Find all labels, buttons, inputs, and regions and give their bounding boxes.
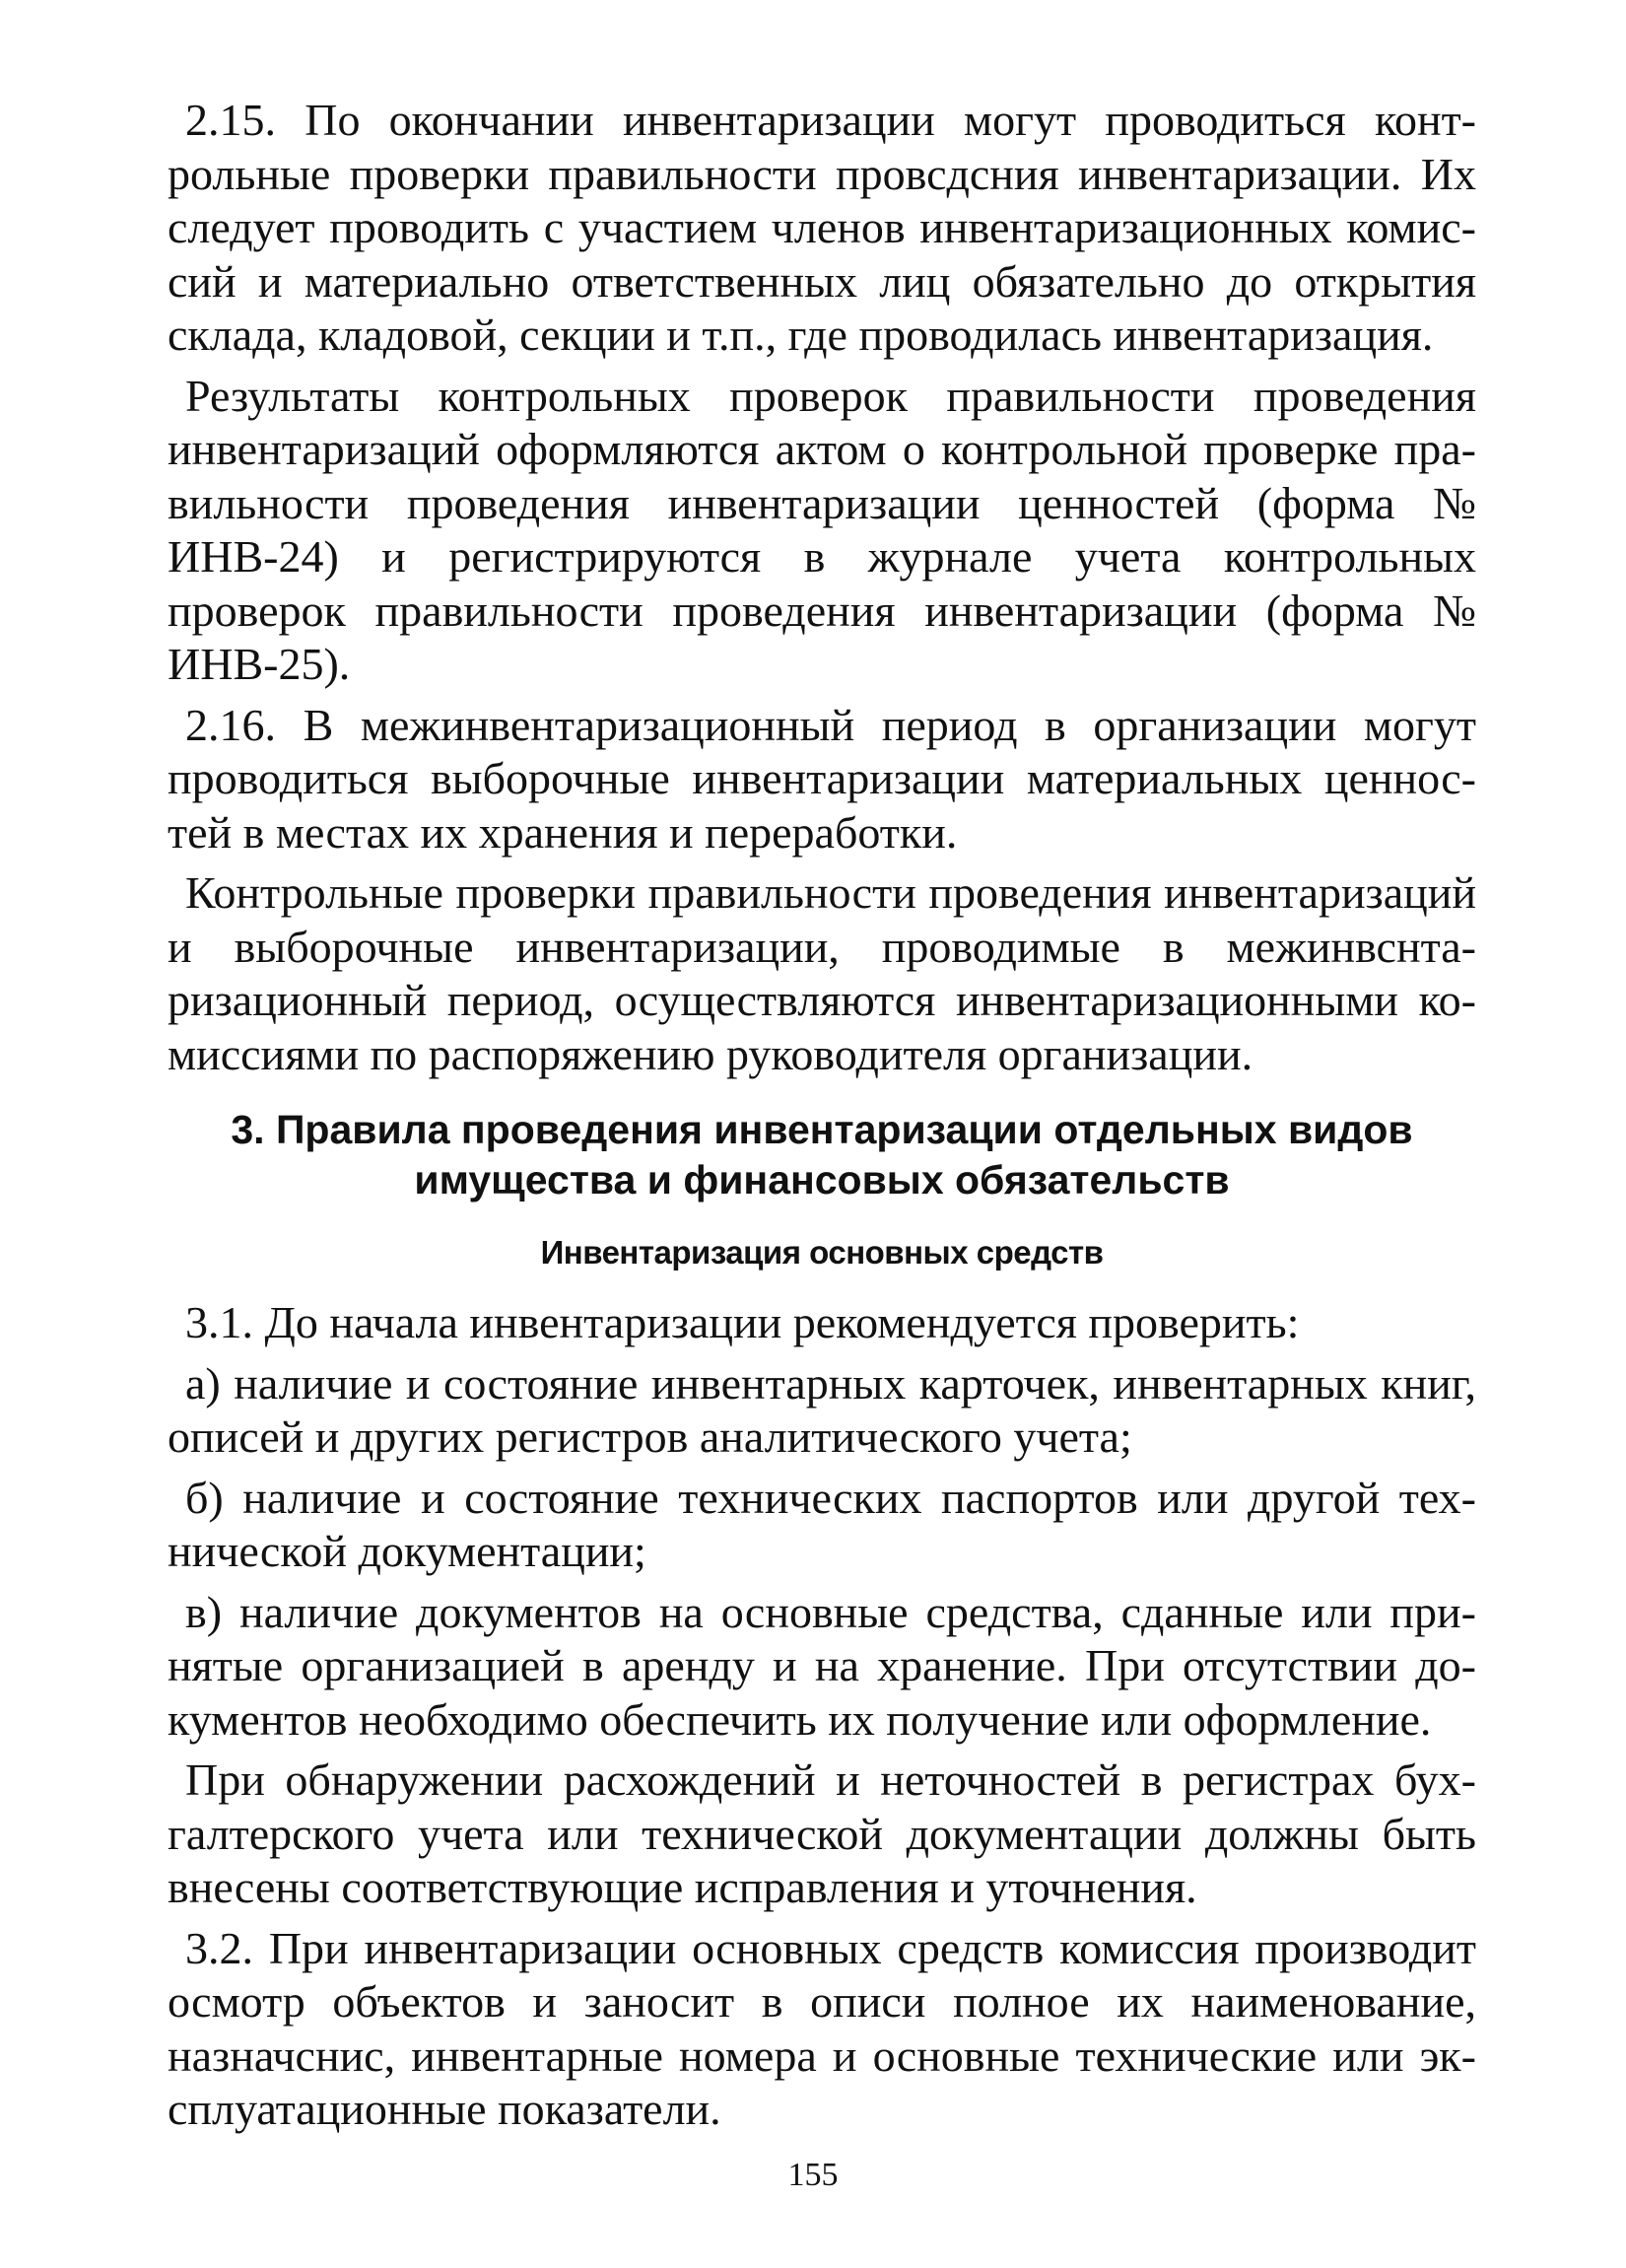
list-item-b: б) наличие и состояние технических паспортов или другой технической документации; (168, 1472, 1476, 1576)
page-number: 155 (787, 2157, 839, 2193)
paragraph-discrepancies: При обнаружении расхождений и неточностей в регистрах бухгалтерского учета или технической документации должны быть внесены соответствующие исправления и уточнения. (168, 1754, 1476, 1912)
sub-heading: Инвентаризация основных средств (540, 1234, 1104, 1271)
paragraph-2-16: 2.16. В межинвентаризационный период в организации могут проводиться выборочные инвентаризации материальных ценностей в местах их хранения и переработки. (168, 699, 1476, 858)
paragraph-2-15: 2.15. По окончании инвентаризации могут проводиться контрольные проверки правильности провсдсния инвентаризации. Их следует проводить с участием членов инвентаризационных комиссий и материально ответственных лиц обязательно до открытия склада, кладовой, секции и т.п., где проводилась инвентаризация. (168, 95, 1476, 360)
list-item-a: а) наличие и состояние инвентарных карточек, инвентарных книг, описей и других регистров аналитического учета; (168, 1357, 1476, 1462)
paragraph-control-checks: Контрольные проверки правильности проведения инвентаризаций и выборочные инвентаризации, проводимые в межинвснтаризационный период, осуществляются инвентаризационными комиссиями по распоряжению руководителя организации. (168, 867, 1476, 1079)
paragraph-3-2: 3.2. При инвентаризации основных средств комиссия производит осмотр объектов и заносит в описи полное их наименование, назначснис, инвентарные номера и основные технические или эксплуатационные показатели. (168, 1922, 1476, 2134)
paragraph-control-results: Результаты контрольных проверок правильности проведения инвентаризаций оформляются актом о контрольной проверке правильности проведения инвентаризации ценностей (форма № ИНВ-24) и регистрируются в журнале учета контрольных проверок правильности проведения инвентаризации (форма № ИНВ-25). (168, 370, 1476, 689)
list-item-c: в) наличие документов на основные средства, сданные или принятые организацией в аренду и на хранение. При отсутствии документов необходимо обеспечить их получение или оформление. (168, 1586, 1476, 1745)
paragraph-3-1: 3.1. До начала инвентаризации рекомендуется проверить: (185, 1297, 1300, 1347)
section-heading: 3. Правила проведения инвентаризации отдельных видов имущества и финансовых обязательств (231, 1107, 1413, 1203)
document-page (168, 94, 1476, 2144)
